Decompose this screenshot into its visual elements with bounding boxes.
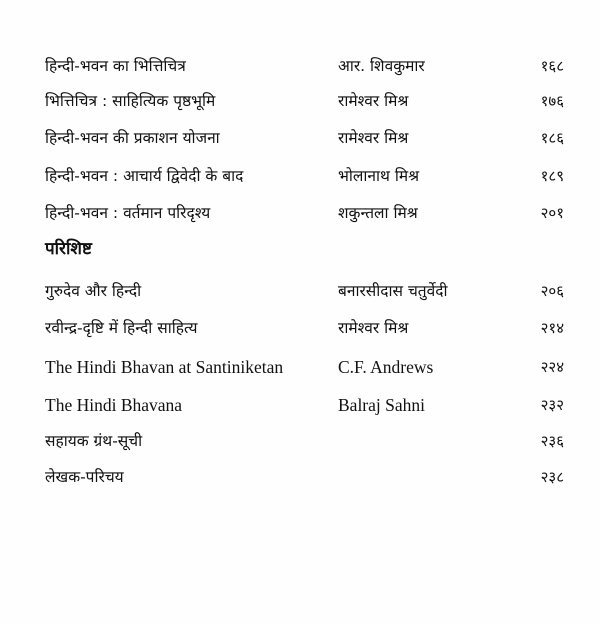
toc-entry <box>0 462 600 492</box>
toc-entry <box>0 161 600 191</box>
toc-entry-page: २३६ <box>540 432 564 450</box>
toc-entry <box>0 86 600 116</box>
toc-entry-page: २३२ <box>540 396 564 414</box>
toc-entry-page: २१४ <box>540 319 564 337</box>
toc-entry-page: १६८ <box>540 57 564 75</box>
toc-entry-title: हिन्दी-भवन का भित्तिचित्र <box>45 57 186 75</box>
toc-entry-page: २३८ <box>540 468 564 486</box>
toc-entry-author: रामेश्वर मिश्र <box>338 92 409 110</box>
toc-entry-page: १८९ <box>540 167 564 185</box>
toc-entry-author: भोलानाथ मिश्र <box>338 167 420 185</box>
section-heading-appendix: परिशिष्ट <box>45 239 92 259</box>
toc-entry-title: हिन्दी-भवन : वर्तमान परिदृश्य <box>45 204 211 222</box>
toc-entry-author: आर. शिवकुमार <box>338 57 425 75</box>
toc-entry-page: २०१ <box>540 204 564 222</box>
toc-entry-title: गुरुदेव और हिन्दी <box>45 282 142 300</box>
toc-entry-author: रामेश्वर मिश्र <box>338 129 409 147</box>
toc-entry-title: The Hindi Bhavan at Santiniketan <box>45 357 284 377</box>
toc-entry-title: सहायक ग्रंथ-सूची <box>45 432 143 450</box>
toc-entry-title: हिन्दी-भवन की प्रकाशन योजना <box>45 129 220 147</box>
toc-entry-title: रवीन्द्र-दृष्टि में हिन्दी साहित्य <box>45 319 198 337</box>
toc-entry-page: १७६ <box>540 92 564 110</box>
toc-entry-title: The Hindi Bhavana <box>45 395 183 415</box>
toc-entry <box>0 123 600 153</box>
toc-entry-author: बनारसीदास चतुर्वेदी <box>338 282 448 300</box>
toc-entry-author: शकुन्तला मिश्र <box>338 204 418 222</box>
toc-entry <box>0 426 600 456</box>
toc-entry-title: हिन्दी-भवन : आचार्य द्विवेदी के बाद <box>45 167 244 185</box>
toc-entry <box>0 276 600 306</box>
toc-entry-title: लेखक-परिचय <box>45 468 124 486</box>
toc-entry <box>0 51 600 81</box>
toc-entry <box>0 198 600 228</box>
toc-entry-author: C.F. Andrews <box>338 357 434 377</box>
toc-entry-page: २२४ <box>540 358 564 376</box>
toc-entry-title: भित्तिचित्र : साहित्यिक पृष्ठभूमि <box>45 92 216 110</box>
toc-entry <box>0 313 600 343</box>
toc-entry-author: Balraj Sahni <box>338 395 425 415</box>
toc-entry-page: २०६ <box>540 282 564 300</box>
toc-entry-page: १८६ <box>540 129 564 147</box>
toc-entry <box>0 352 600 382</box>
toc-entry <box>0 390 600 420</box>
toc-entry-author: रामेश्वर मिश्र <box>338 319 409 337</box>
